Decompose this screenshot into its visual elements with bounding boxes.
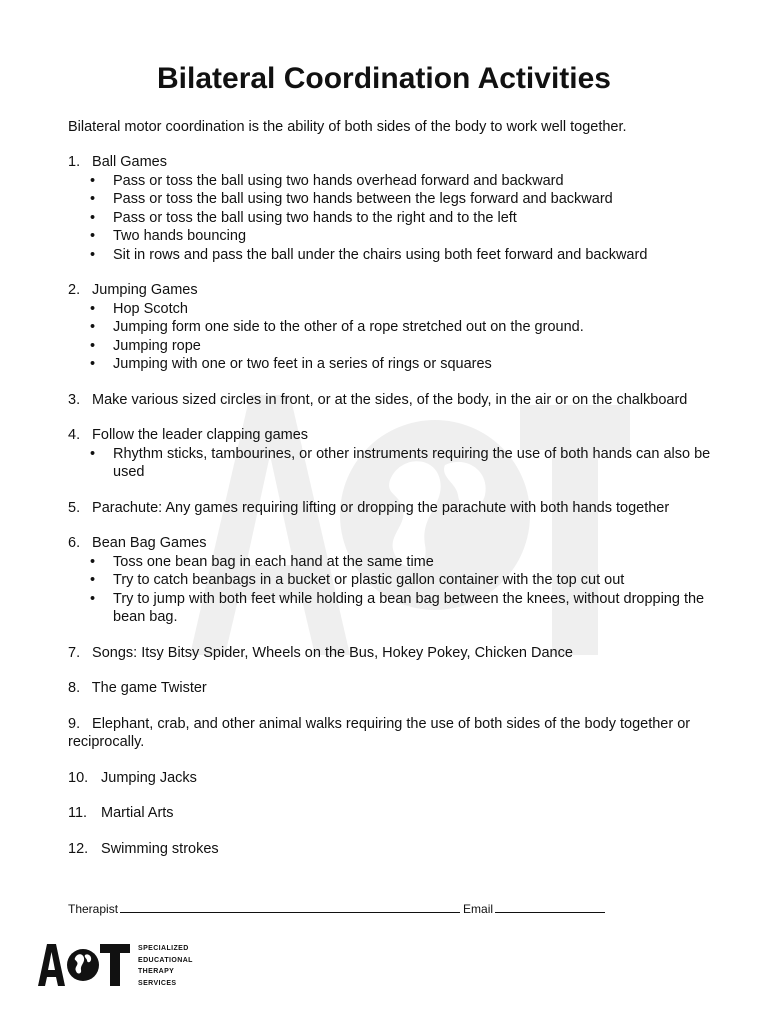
activity-title: Songs: Itsy Bitsy Spider, Wheels on the Bus, Hokey Pokey, Chicken Dance: [92, 644, 573, 661]
bullet-list: [68, 300, 728, 374]
bullet-text: Jumping rope: [113, 337, 201, 354]
activity-number: 4.: [68, 427, 81, 443]
activity-item: [68, 426, 728, 482]
activity-number: 6.: [68, 535, 81, 551]
activity-title: Make various sized circles in front, or at the sides, of the body, in the air or on the chalkboard: [92, 391, 688, 408]
activity-number: 2.: [68, 282, 81, 298]
bullet-icon: •: [90, 590, 96, 607]
bullet-icon: •: [90, 172, 96, 189]
activity-item: [68, 769, 728, 788]
signature-line: [68, 900, 608, 916]
bullet-item: [68, 445, 728, 482]
therapist-blank[interactable]: [120, 900, 460, 913]
activity-heading: [68, 499, 728, 518]
activity-title: Martial Arts: [101, 805, 174, 821]
bullet-item: [68, 590, 728, 627]
activity-heading: [68, 715, 728, 752]
bullet-text: Jumping with one or two feet in a series of rings or squares: [113, 356, 492, 372]
tagline-line: THERAPY: [138, 968, 175, 975]
bullet-item: [68, 172, 728, 191]
email-blank[interactable]: [495, 900, 605, 913]
activity-title: Jumping Jacks: [101, 769, 197, 786]
bullet-text: Pass or toss the ball using two hands between the legs forward and backward: [113, 191, 613, 207]
activity-heading: [68, 840, 728, 859]
bullet-text: Try to jump with both feet while holding a bean bag between the knees, without dropping the bean bag.: [113, 590, 705, 625]
intro-paragraph: Bilateral motor coordination is the ability of both sides of the body to work well together.: [68, 119, 627, 135]
activity-item: [68, 644, 728, 663]
bullet-list: [68, 445, 728, 482]
activity-number: 8.: [68, 680, 81, 696]
bullet-list: [68, 553, 728, 627]
bullet-item: [68, 227, 728, 246]
activity-number: 5.: [68, 499, 81, 516]
bullet-icon: •: [90, 300, 96, 317]
bullet-item: [68, 300, 728, 319]
email-label: Email: [463, 902, 494, 916]
activity-heading: [68, 426, 728, 445]
bullet-icon: •: [90, 337, 96, 354]
activity-number: 1.: [68, 154, 81, 170]
bullet-text: Sit in rows and pass the ball under the chairs using both feet forward and backward: [113, 246, 648, 263]
bullet-icon: •: [90, 319, 96, 335]
bullet-icon: •: [90, 572, 96, 588]
activity-number: 12.: [68, 840, 89, 857]
activity-item: [68, 840, 728, 859]
activity-item: [68, 499, 728, 518]
bullet-icon: •: [90, 445, 96, 462]
activity-title: Parachute: Any games requiring lifting or dropping the parachute with both hands together: [92, 499, 670, 516]
activity-title: Bean Bag Games: [92, 535, 207, 551]
activity-number: 9.: [68, 715, 81, 732]
bullet-text: Hop Scotch: [113, 300, 188, 317]
activity-item: [68, 679, 728, 698]
activity-item: [68, 281, 728, 374]
bullet-icon: •: [90, 228, 96, 244]
tagline-line: EDUCATIONAL: [138, 956, 193, 964]
logo-tagline: [138, 943, 193, 989]
tagline-line: SERVICES: [138, 979, 177, 987]
activity-title: Elephant, crab, and other animal walks requiring the use of both sides of the body together or reciprocally.: [68, 715, 691, 750]
activity-item: [68, 391, 728, 410]
activity-title: Jumping Games: [92, 282, 198, 298]
activity-title: Follow the leader clapping games: [92, 427, 309, 443]
activity-heading: [68, 391, 728, 410]
bullet-item: [68, 318, 728, 337]
bullet-item: [68, 209, 728, 228]
bullet-text: Pass or toss the ball using two hands to the right and to the left: [113, 209, 517, 226]
activity-number: 3.: [68, 391, 81, 408]
activity-number: 10.: [68, 769, 89, 786]
bullet-text: Pass or toss the ball using two hands overhead forward and backward: [113, 172, 564, 189]
bullet-text: Toss one bean bag in each hand at the same time: [113, 553, 434, 570]
bullet-text: Jumping form one side to the other of a rope stretched out on the ground.: [113, 319, 584, 335]
bullet-item: [68, 337, 728, 356]
activity-item: [68, 153, 728, 264]
bullet-item: [68, 553, 728, 572]
bullet-text: Two hands bouncing: [113, 228, 247, 244]
bullet-icon: •: [90, 553, 96, 570]
bullet-text: Rhythm sticks, tambourines, or other instruments requiring the use of both hands can also be used: [113, 445, 711, 480]
activity-title: Ball Games: [92, 154, 167, 170]
activity-title: Swimming strokes: [101, 840, 219, 857]
bullet-text: Try to catch beanbags in a bucket or plastic gallon container with the top cut out: [113, 572, 625, 588]
bullet-icon: •: [90, 246, 96, 263]
bullet-icon: •: [90, 209, 96, 226]
activity-number: 11.: [68, 805, 88, 821]
therapist-label: Therapist: [68, 902, 119, 916]
bullet-icon: •: [90, 191, 96, 207]
bullet-icon: •: [90, 356, 96, 372]
activity-item: [68, 804, 728, 823]
page-title: Bilateral Coordination Activities: [157, 62, 611, 95]
bullet-item: [68, 571, 728, 590]
aot-logo: [38, 944, 134, 988]
activity-heading: [68, 281, 728, 300]
activity-heading: [68, 534, 728, 553]
bullet-item: [68, 246, 728, 265]
activity-heading: [68, 769, 728, 788]
activity-item: [68, 715, 728, 752]
activity-list: [68, 153, 728, 875]
bullet-item: [68, 190, 728, 209]
activity-heading: [68, 153, 728, 172]
activity-heading: [68, 644, 728, 663]
activity-number: 7.: [68, 644, 81, 661]
activity-heading: [68, 679, 728, 698]
activity-title: The game Twister: [91, 680, 207, 696]
tagline-line: SPECIALIZED: [138, 945, 189, 952]
bullet-item: [68, 355, 728, 374]
activity-item: [68, 534, 728, 627]
activity-heading: [68, 804, 728, 823]
bullet-list: [68, 172, 728, 265]
